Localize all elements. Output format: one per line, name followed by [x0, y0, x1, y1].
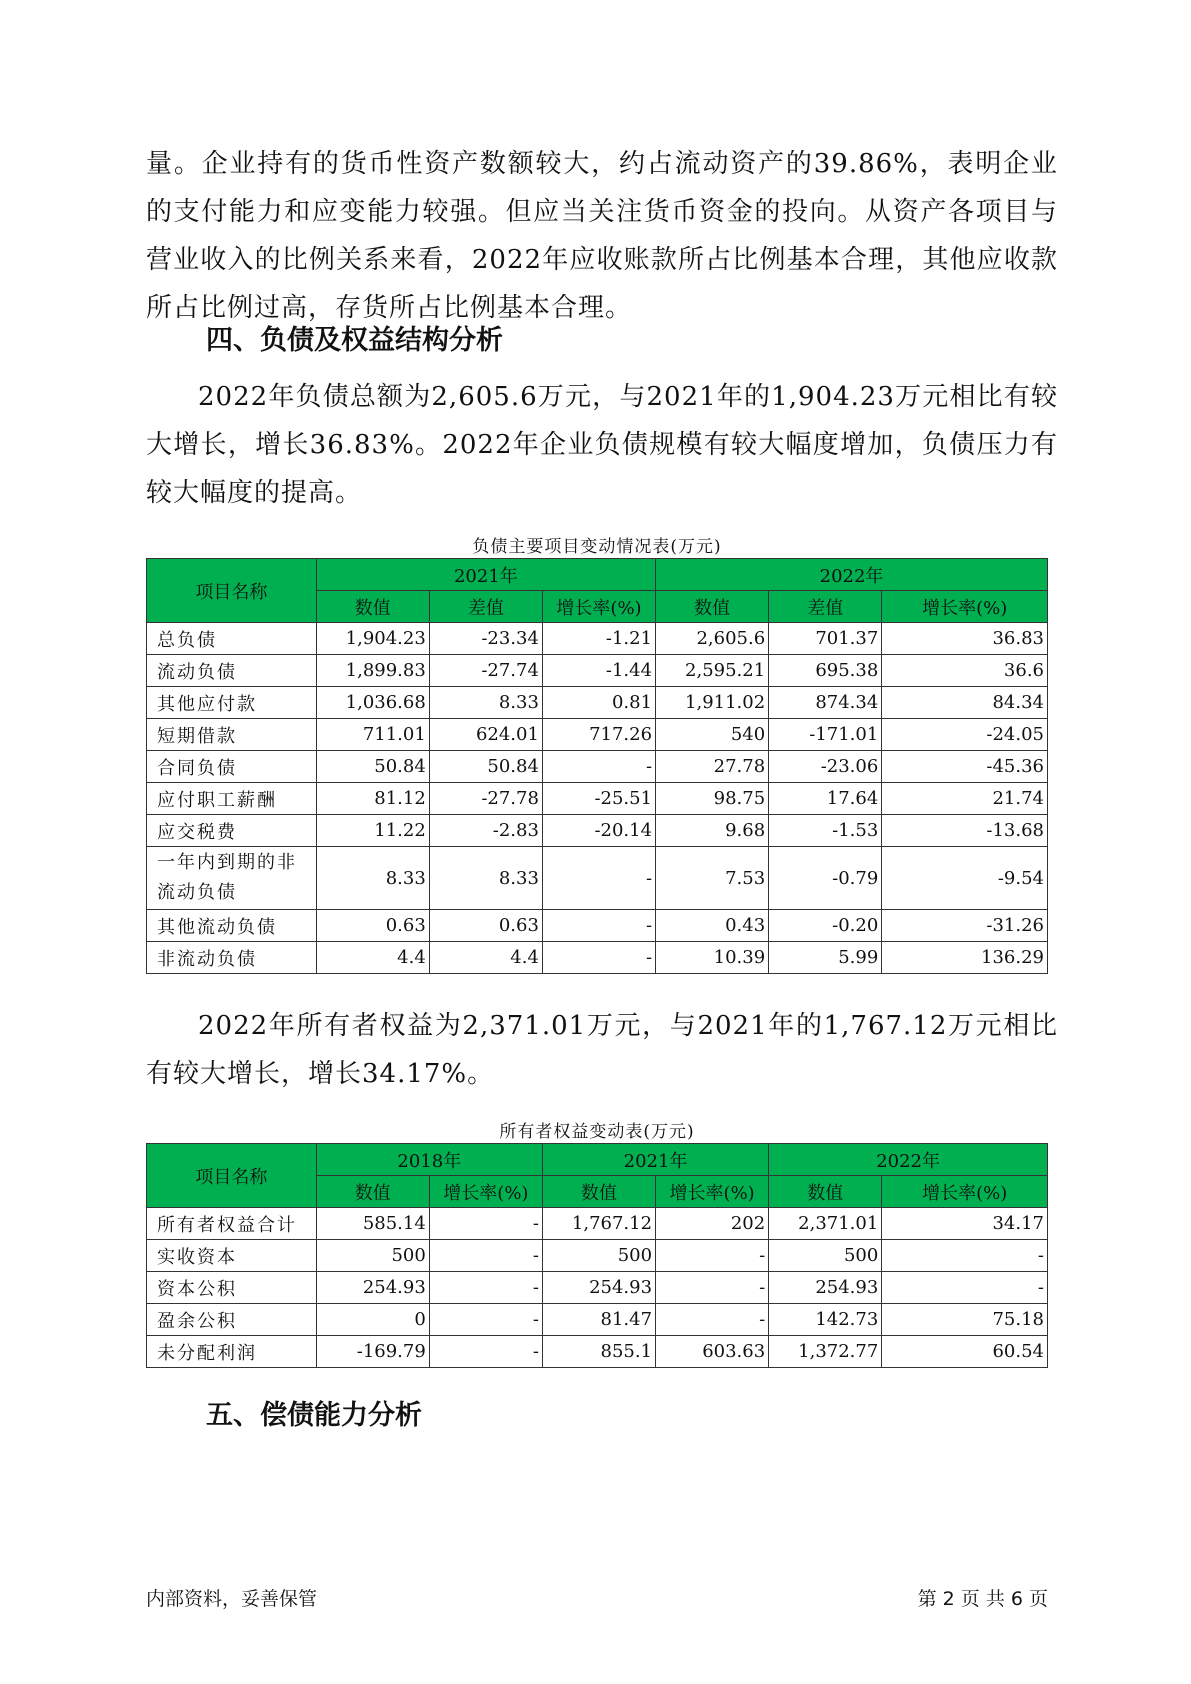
table-cell: 624.01: [429, 719, 542, 751]
paragraph-equity: 2022年所有者权益为2,371.01万元，与2021年的1,767.12万元相比有较大增长，增长34.17%。: [146, 1011, 1058, 1089]
table-cell: 0: [316, 1304, 429, 1336]
table-cell: 8.33: [429, 847, 542, 910]
paragraph-asset-analysis: 量。企业持有的货币性资产数额较大，约占流动资产的39.86%，表明企业的支付能力和应变能力较强。但应当关注货币资金的投向。从资产各项目与营业收入的比例关系来看，2022年应收账款所占比例基本合理，其他应收款所占比例过高，存货所占比例基本合理。: [146, 149, 1058, 323]
equity-subheader: 数值: [542, 1176, 655, 1208]
liability-year-header: 2022年: [656, 559, 1048, 591]
liability-table-caption: 负债主要项目变动情况表(万元): [472, 537, 722, 557]
table-cell: 27.78: [656, 751, 769, 783]
table-cell: 500: [316, 1240, 429, 1272]
table-cell: 0.63: [316, 910, 429, 942]
table-cell: 81.47: [542, 1304, 655, 1336]
table-cell: 8.33: [429, 687, 542, 719]
table-cell: 0.81: [542, 687, 655, 719]
row-label: 实收资本: [147, 1240, 317, 1272]
footer-confidential-note: 内部资料，妥善保管: [146, 1588, 318, 1610]
row-label: 未分配利润: [147, 1336, 317, 1368]
table-row: [147, 1240, 1048, 1272]
table-cell: 10.39: [656, 942, 769, 974]
liability-subheader: 数值: [656, 591, 769, 623]
table-row: [147, 910, 1048, 942]
table-cell: 11.22: [316, 815, 429, 847]
table-cell: 17.64: [769, 783, 882, 815]
table-cell: -: [429, 1304, 542, 1336]
table-cell: -23.06: [769, 751, 882, 783]
table-cell: -: [542, 751, 655, 783]
table-cell: 500: [542, 1240, 655, 1272]
table-row: [147, 655, 1048, 687]
table-cell: -1.44: [542, 655, 655, 687]
table-cell: -23.34: [429, 623, 542, 655]
table-cell: -169.79: [316, 1336, 429, 1368]
table-cell: 98.75: [656, 783, 769, 815]
table-cell: 75.18: [882, 1304, 1048, 1336]
table-cell: 254.93: [542, 1272, 655, 1304]
table-cell: -: [882, 1272, 1048, 1304]
table-cell: -1.21: [542, 623, 655, 655]
table-cell: 0.43: [656, 910, 769, 942]
table-cell: 585.14: [316, 1208, 429, 1240]
table-cell: -: [542, 942, 655, 974]
table-cell: 701.37: [769, 623, 882, 655]
table-cell: -: [429, 1208, 542, 1240]
table-cell: 142.73: [769, 1304, 882, 1336]
table-cell: -: [542, 910, 655, 942]
equity-table-caption: 所有者权益变动表(万元): [499, 1122, 695, 1142]
table-cell: -: [656, 1304, 769, 1336]
table-cell: 50.84: [316, 751, 429, 783]
table-cell: -: [429, 1240, 542, 1272]
equity-subheader: 增长率(%): [429, 1176, 542, 1208]
table-cell: 21.74: [882, 783, 1048, 815]
table-cell: -0.20: [769, 910, 882, 942]
table-cell: 603.63: [656, 1336, 769, 1368]
table-cell: -: [656, 1272, 769, 1304]
liability-subheader: 差值: [769, 591, 882, 623]
row-label: 总负债: [147, 623, 317, 655]
liability-table: [146, 558, 1048, 974]
table-row: [147, 623, 1048, 655]
heading-liability-equity: 四、负债及权益结构分析: [206, 325, 503, 356]
table-cell: -171.01: [769, 719, 882, 751]
paragraph-liability: 2022年负债总额为2,605.6万元，与2021年的1,904.23万元相比有较大增长，增长36.83%。2022年企业负债规模有较大幅度增加，负债压力有较大幅度的提高。: [146, 382, 1058, 508]
table-cell: 36.6: [882, 655, 1048, 687]
table-cell: -20.14: [542, 815, 655, 847]
row-label: 应交税费: [147, 815, 317, 847]
table-cell: 9.68: [656, 815, 769, 847]
liability-item-header: 项目名称: [147, 559, 317, 623]
table-cell: 695.38: [769, 655, 882, 687]
table-row: [147, 719, 1048, 751]
table-cell: 202: [656, 1208, 769, 1240]
table-cell: -: [429, 1272, 542, 1304]
row-label: 资本公积: [147, 1272, 317, 1304]
table-cell: 711.01: [316, 719, 429, 751]
equity-year-header: 2022年: [769, 1144, 1048, 1176]
row-label: 所有者权益合计: [147, 1208, 317, 1240]
table-cell: 0.63: [429, 910, 542, 942]
equity-year-header: 2021年: [542, 1144, 768, 1176]
table-cell: 4.4: [316, 942, 429, 974]
table-row: [147, 687, 1048, 719]
equity-subheader: 增长率(%): [656, 1176, 769, 1208]
table-cell: 1,904.23: [316, 623, 429, 655]
table-cell: 254.93: [316, 1272, 429, 1304]
table-cell: 36.83: [882, 623, 1048, 655]
equity-item-header: 项目名称: [147, 1144, 317, 1208]
table-cell: 2,371.01: [769, 1208, 882, 1240]
table-cell: 4.4: [429, 942, 542, 974]
table-cell: 1,911.02: [656, 687, 769, 719]
table-row: [147, 751, 1048, 783]
table-row: [147, 783, 1048, 815]
table-row: [147, 942, 1048, 974]
table-cell: 500: [769, 1240, 882, 1272]
liability-subheader: 差值: [429, 591, 542, 623]
table-cell: -0.79: [769, 847, 882, 910]
table-cell: 1,899.83: [316, 655, 429, 687]
table-cell: -45.36: [882, 751, 1048, 783]
row-label: 其他流动负债: [147, 910, 317, 942]
liability-subheader: 数值: [316, 591, 429, 623]
table-cell: 254.93: [769, 1272, 882, 1304]
table-cell: 81.12: [316, 783, 429, 815]
heading-solvency: 五、偿债能力分析: [206, 1400, 422, 1431]
table-row: [147, 1208, 1048, 1240]
table-cell: -31.26: [882, 910, 1048, 942]
table-cell: -: [882, 1240, 1048, 1272]
table-cell: -2.83: [429, 815, 542, 847]
table-cell: 2,605.6: [656, 623, 769, 655]
row-label: 非流动负债: [147, 942, 317, 974]
table-cell: 7.53: [656, 847, 769, 910]
table-cell: 8.33: [316, 847, 429, 910]
table-cell: 1,372.77: [769, 1336, 882, 1368]
table-cell: -24.05: [882, 719, 1048, 751]
table-cell: 34.17: [882, 1208, 1048, 1240]
table-cell: -: [656, 1240, 769, 1272]
row-label: 合同负债: [147, 751, 317, 783]
table-cell: 50.84: [429, 751, 542, 783]
equity-table: [146, 1143, 1048, 1368]
table-cell: 540: [656, 719, 769, 751]
table-row: [147, 847, 1048, 910]
table-cell: 84.34: [882, 687, 1048, 719]
table-cell: -13.68: [882, 815, 1048, 847]
equity-subheader: 数值: [316, 1176, 429, 1208]
table-cell: -9.54: [882, 847, 1048, 910]
footer-page-number: 第 2 页 共 6 页: [917, 1588, 1048, 1610]
table-row: [147, 1272, 1048, 1304]
row-label: 盈余公积: [147, 1304, 317, 1336]
table-row: [147, 1304, 1048, 1336]
table-cell: 60.54: [882, 1336, 1048, 1368]
table-cell: 2,595.21: [656, 655, 769, 687]
equity-subheader: 数值: [769, 1176, 882, 1208]
table-cell: -27.78: [429, 783, 542, 815]
table-cell: -1.53: [769, 815, 882, 847]
table-cell: -27.74: [429, 655, 542, 687]
table-row: [147, 815, 1048, 847]
table-cell: -25.51: [542, 783, 655, 815]
equity-year-header: 2018年: [316, 1144, 542, 1176]
row-label: 短期借款: [147, 719, 317, 751]
liability-year-header: 2021年: [316, 559, 655, 591]
table-cell: 874.34: [769, 687, 882, 719]
table-cell: 855.1: [542, 1336, 655, 1368]
table-cell: 1,036.68: [316, 687, 429, 719]
table-cell: -: [429, 1336, 542, 1368]
row-label: 应付职工薪酬: [147, 783, 317, 815]
table-row: [147, 1336, 1048, 1368]
liability-subheader: 增长率(%): [542, 591, 655, 623]
equity-subheader: 增长率(%): [882, 1176, 1048, 1208]
table-cell: 136.29: [882, 942, 1048, 974]
table-cell: 1,767.12: [542, 1208, 655, 1240]
row-label: 流动负债: [147, 655, 317, 687]
row-label: 其他应付款: [147, 687, 317, 719]
table-cell: -: [542, 847, 655, 910]
liability-subheader: 增长率(%): [882, 591, 1048, 623]
table-cell: 5.99: [769, 942, 882, 974]
row-label: 一年内到期的非流动负债: [147, 847, 317, 910]
table-cell: 717.26: [542, 719, 655, 751]
